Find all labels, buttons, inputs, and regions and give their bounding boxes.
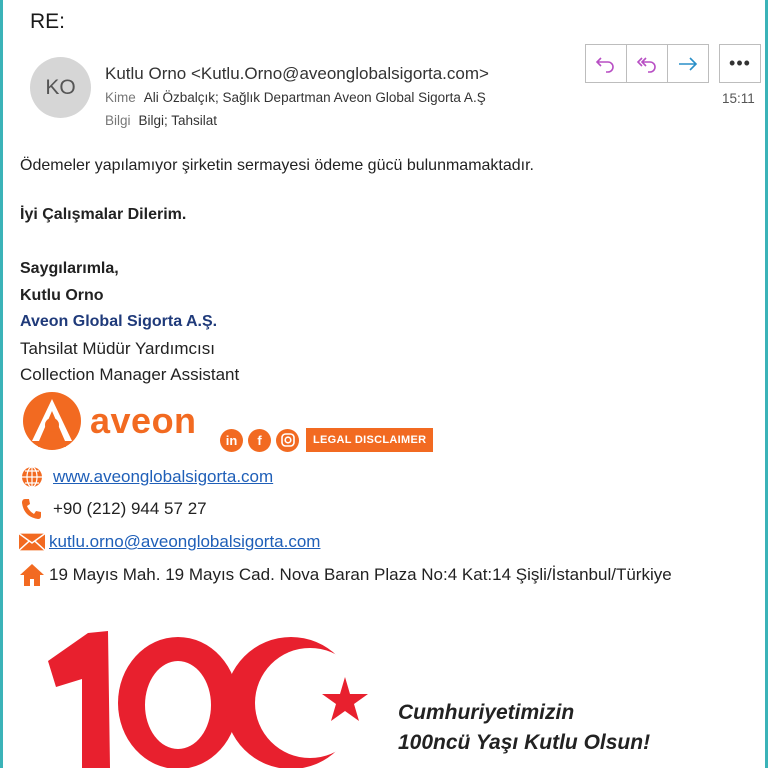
phone-icon [19, 497, 45, 521]
legal-disclaimer-button[interactable]: LEGAL DISCLAIMER [306, 428, 433, 452]
cc-row [105, 113, 217, 128]
address-text: 19 Mayıs Mah. 19 Mayıs Cad. Nova Baran Plaza No:4 Kat:14 Şişli/İstanbul/Türkiye [49, 565, 672, 584]
cc-recipients[interactable]: Bilgi; Tahsilat [138, 113, 218, 128]
signature-title-en: Collection Manager Assistant [20, 365, 240, 384]
forward-button[interactable] [667, 44, 709, 83]
sender-field[interactable]: Kutlu Orno <Kutlu.Orno@aveonglobalsigorta.com> [105, 64, 489, 83]
banner-line-1: Cumhuriyetimizin [398, 701, 575, 724]
reply-all-icon [636, 55, 658, 73]
address-row [19, 563, 672, 587]
social-links [220, 428, 433, 452]
phone-number: +90 (212) 944 57 27 [53, 499, 207, 518]
reply-all-button[interactable] [626, 44, 668, 83]
body-line-1: Ödemeler yapılamıyor şirketin sermayesi ödeme gücü bulunmamaktadır. [20, 157, 534, 174]
website-row [19, 465, 273, 489]
signature-title-tr: Tahsilat Müdür Yardımcısı [20, 339, 215, 358]
to-recipients[interactable]: Ali Özbalçık; Sağlık Departman Aveon Global Sigorta A.Ş [143, 90, 486, 105]
signature-company: Aveon Global Sigorta A.Ş. [20, 313, 218, 330]
greeting-text: İyi Çalışmalar Dilerim. [20, 206, 187, 223]
avatar-initials: KO [45, 75, 76, 99]
instagram-icon[interactable] [276, 429, 299, 452]
home-icon [19, 563, 45, 587]
closing-text: Saygılarımla, [20, 260, 119, 277]
globe-icon [19, 465, 45, 489]
sender-avatar[interactable] [30, 57, 91, 118]
reply-button[interactable] [585, 44, 627, 83]
more-actions-button[interactable]: ••• [719, 44, 761, 83]
email-link[interactable]: kutlu.orno@aveonglobalsigorta.com [49, 532, 321, 551]
email-row [19, 530, 320, 554]
reply-icon [595, 55, 617, 73]
cc-label: Bilgi [105, 113, 131, 128]
to-label: Kime [105, 90, 136, 105]
received-time: 15:11 [722, 91, 755, 106]
linkedin-icon[interactable]: in [220, 429, 243, 452]
republic-100-message [398, 698, 650, 758]
email-subject: RE: [30, 10, 66, 33]
facebook-icon[interactable]: f [248, 429, 271, 452]
phone-row [19, 497, 207, 521]
forward-icon [677, 55, 699, 73]
banner-line-2: 100ncü Yaşı Kutlu Olsun! [398, 731, 651, 754]
aveon-logo-icon [22, 391, 82, 451]
envelope-icon [19, 530, 45, 554]
aveon-logo [22, 391, 197, 451]
to-row [105, 90, 486, 105]
message-actions [586, 44, 709, 83]
window-border-left [0, 0, 3, 768]
aveon-logo-text: aveon [90, 400, 197, 441]
signature-name: Kutlu Orno [20, 287, 104, 304]
republic-100-logo [48, 625, 388, 768]
website-link[interactable]: www.aveonglobalsigorta.com [53, 467, 274, 486]
